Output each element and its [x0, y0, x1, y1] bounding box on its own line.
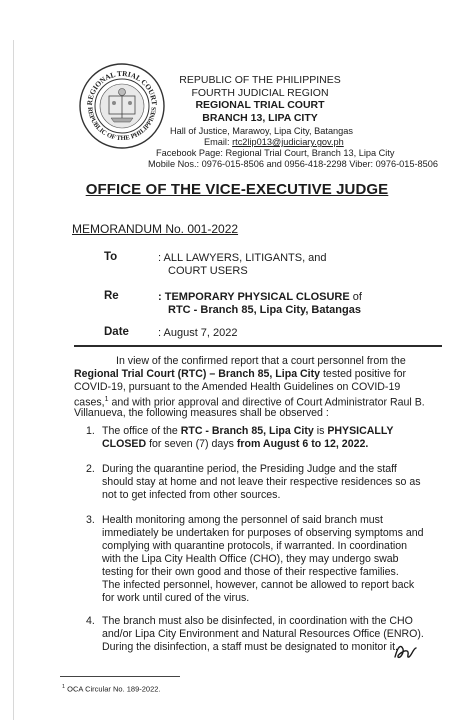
- item3-number: 3.: [86, 514, 95, 526]
- item2-number: 2.: [86, 463, 95, 475]
- item2-line2: should stay at home and not leave their respective residences so as: [102, 476, 421, 488]
- header-email-link[interactable]: rtc2lip013@judiciary.gov.ph: [232, 137, 344, 147]
- header-court: REGIONAL TRIAL COURT: [195, 99, 325, 111]
- intro-line2: [74, 368, 442, 381]
- court-seal: [78, 62, 166, 150]
- re-of: of: [349, 291, 362, 303]
- letterhead: [148, 74, 470, 170]
- item4-number: 4.: [86, 615, 95, 627]
- item3-line5: testing for their own good and those of their respective families.: [102, 566, 399, 578]
- item3-line2: immediately be undertaken for purposes of observing symptoms and: [102, 527, 424, 539]
- item4-line1: The branch must also be disinfected, in coordination with the CHO: [102, 615, 413, 627]
- intro-cases: cases,: [74, 396, 105, 409]
- re-label: Re: [104, 290, 119, 302]
- intro-line1: In view of the confirmed report that a court personnel from the: [116, 355, 406, 367]
- seal-ring-bottom: REPUBLIC OF THE PHILIPPINES: [85, 106, 159, 143]
- item1-text-a: The office of the: [102, 425, 181, 437]
- header-mobile: Mobile Nos.: 0976-015-8506 and 0956-418-2298 Viber: 0976-015-8506: [148, 159, 438, 169]
- header-address: Hall of Justice, Marawoy, Lipa City, Batangas: [170, 126, 353, 136]
- item1-text-c: is: [313, 425, 328, 437]
- item1-branch: RTC - Branch 85, Lipa City: [180, 425, 314, 437]
- item1-number: 1.: [86, 425, 95, 437]
- footnote-ref[interactable]: 1: [104, 396, 109, 403]
- re-subject: : TEMPORARY PHYSICAL CLOSURE: [158, 291, 350, 303]
- intro-line2-rest: tested positive for: [320, 368, 407, 380]
- handwritten-initials: [392, 640, 418, 662]
- item2-line3: not to get infected from other sources.: [102, 489, 281, 501]
- header-facebook: Facebook Page: Regional Trial Court, Branch 13, Lipa City: [156, 148, 395, 158]
- re-line2: RTC - Branch 85, Lipa City, Batangas: [168, 304, 361, 316]
- intro-line3: COVID-19, pursuant to the Amended Health Guidelines on COVID-19: [74, 381, 401, 393]
- item4-line2: and/or Lipa City Environment and Natural Resources Office (ENRO).: [102, 628, 424, 640]
- scan-edge-line: [13, 40, 14, 720]
- item3-line7: for work until cured of the virus.: [102, 592, 250, 604]
- footnote-text: OCA Circular No. 189-2022.: [65, 684, 161, 694]
- date-value: : August 7, 2022: [158, 327, 238, 339]
- item3-line1: Health monitoring among the personnel of said branch must: [102, 514, 383, 526]
- divider-rule: [74, 345, 442, 347]
- office-title: OFFICE OF THE VICE-EXECUTIVE JUDGE: [85, 181, 389, 198]
- intro-line5: Villanueva, the following measures shall be observed :: [74, 407, 329, 419]
- intro-court-bold: Regional Trial Court (RTC) – Branch 85, Lipa City: [74, 368, 321, 380]
- item3-line6: The infected personnel, however, cannot be allowed to report back: [102, 579, 415, 591]
- item3-line4: with the Lipa City Health Office (CHO), they may undergo swab: [102, 553, 399, 565]
- to-line1: : ALL LAWYERS, LITIGANTS, and: [158, 252, 327, 264]
- item1-line2: [102, 438, 442, 451]
- footnote-marker: 1: [62, 684, 66, 690]
- header-branch: BRANCH 13, LIPA CITY: [202, 111, 318, 124]
- memo-number: MEMORANDUM No. 001-2022: [72, 222, 239, 236]
- item1-closed: CLOSED: [102, 438, 147, 450]
- intro-line4-rest: and with prior approval and directive of Court Administrator Raul B.: [108, 396, 425, 409]
- header-email-label: Email:: [204, 137, 233, 147]
- item1-dates: from August 6 to 12, 2022.: [236, 438, 369, 450]
- header-email-line: [204, 137, 470, 148]
- date-label: Date: [104, 326, 129, 338]
- to-label: To: [104, 251, 118, 263]
- to-line2: COURT USERS: [168, 265, 248, 277]
- item1-physically: PHYSICALLY: [327, 425, 394, 437]
- re-line1: [158, 291, 362, 304]
- item4-line3: During the disinfection, a staff must be designated to monitor it.: [102, 641, 399, 653]
- footnote: [62, 684, 161, 694]
- item1-line1: [102, 425, 442, 438]
- item1-text-f: for seven (7) days: [146, 438, 237, 450]
- seal-ring-top: REGIONAL TRIAL COURT: [84, 68, 160, 106]
- item3-line3: complying with quarantine protocols, if warranted. In coordination: [102, 540, 408, 552]
- item2-line1: During the quarantine period, the Presiding Judge and the staff: [102, 463, 397, 475]
- header-region: FOURTH JUDICIAL REGION: [191, 86, 329, 99]
- footnote-rule: [60, 676, 180, 677]
- header-republic: REPUBLIC OF THE PHILIPPINES: [179, 74, 341, 86]
